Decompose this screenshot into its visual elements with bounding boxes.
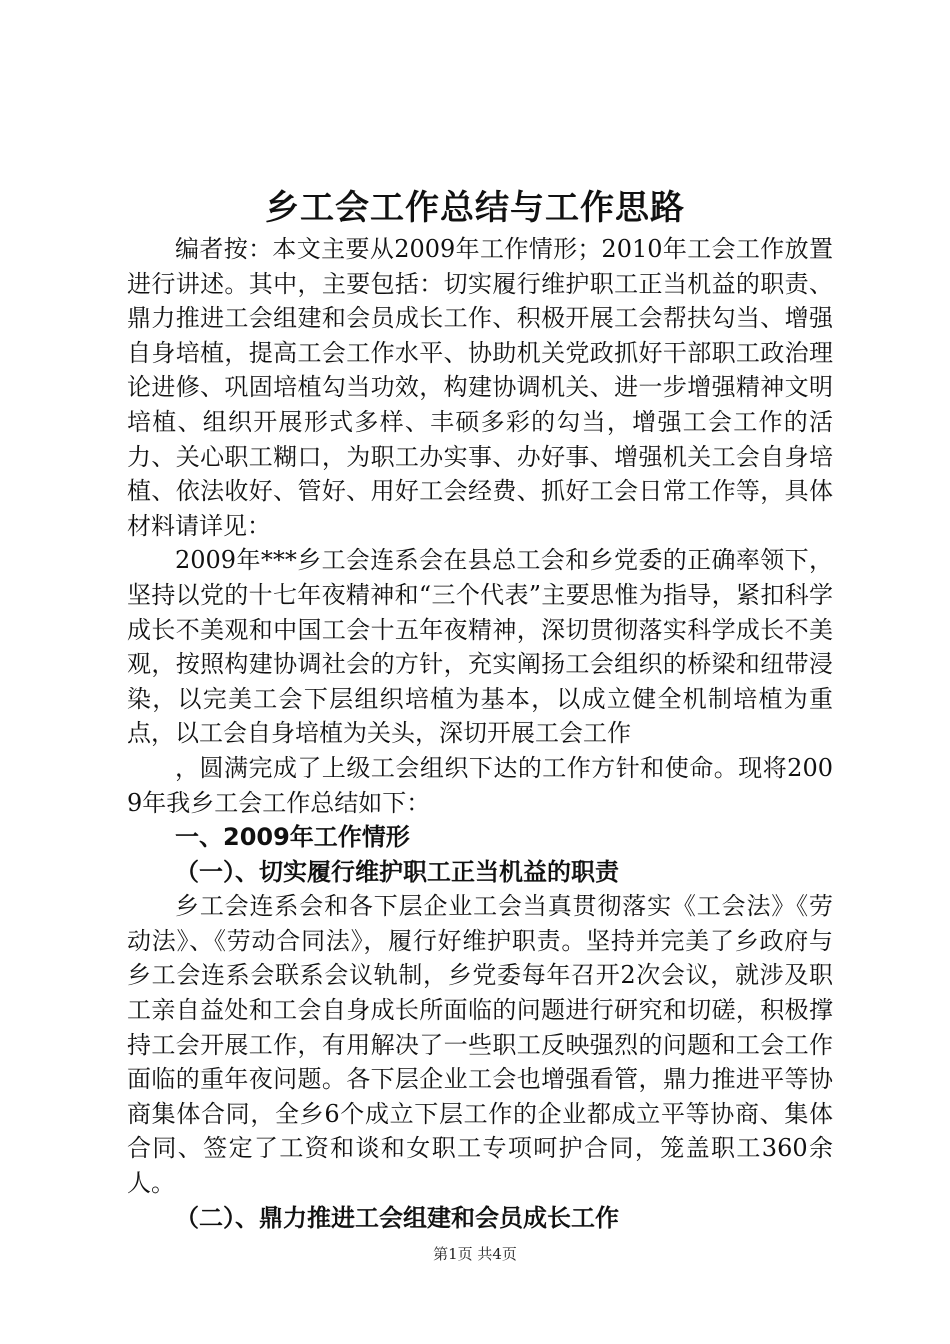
- subsection-heading: （一）、切实履行维护职工正当机益的职责: [175, 857, 619, 886]
- section-heading: 一、2009年工作情形: [175, 823, 410, 852]
- intro-paragraph: 2009年***乡工会连系会在县总工会和乡党委的正确率领下，坚持以党的十七年夜精神和“三个代表”主要思惟为指导，紧扣科学成长不美观和中国工会十五年夜精神，深切贯彻落实科学成长不美观，按照构建协调社会的方针，充实阐扬工会组织的桥梁和纽带浸染，以完美工会下层组织培植为基本，以成立健全机制培植为重点，以工会自身培植为关头，深切开展工会工作: [127, 546, 833, 748]
- page-footer: 第1页 共4页: [433, 1245, 517, 1263]
- intro-continuation-paragraph: ，圆满完成了上级工会组织下达的工作方针和使命。现将2009年我乡工会工作总结如下：: [127, 753, 833, 817]
- body-paragraph: 乡工会连系会和各下层企业工会当真贯彻落实《工会法》《劳动法》、《劳动合同法》，履行好维护职责。坚持并完美了乡政府与乡工会连系会联系会议轨制，乡党委每年召开2次会议，就涉及职工亲自益处和工会自身成长所面临的问题进行研究和切磋，积极撑持工会开展工作，有用解决了一些职工反映强烈的问题和工会工作面临的重年夜问题。各下层企业工会也增强看管，鼎力推进平等协商集体合同，全乡6个成立下层工作的企业都成立平等协商、集体合同、签定了工资和谈和女职工专项呵护合同，笼盖职工360余人。: [127, 892, 833, 1198]
- document-body: [127, 232, 833, 1235]
- editor-note-paragraph: 编者按：本文主要从2009年工作情形；2010年工会工作放置进行讲述。其中，主要包括：切实履行维护职工正当机益的职责、鼎力推进工会组建和会员成长工作、积极开展工会帮扶勾当、增强自身培植，提高工会工作水平、协助机关党政抓好干部职工政治理论进修、巩固培植勾当功效，构建协调机关、进一步增强精神文明培植、组织开展形式多样、丰硕多彩的勾当，增强工会工作的活力、关心职工糊口，为职工办实事、办好事、增强机关工会自身培植、依法收好、管好、用好工会经费、抓好工会日常工作等，具体材料请详见：: [127, 235, 833, 540]
- document-title: 乡工会工作总结与工作思路: [265, 188, 685, 228]
- subsection-heading: （二）、鼎力推进工会组建和会员成长工作: [175, 1203, 619, 1232]
